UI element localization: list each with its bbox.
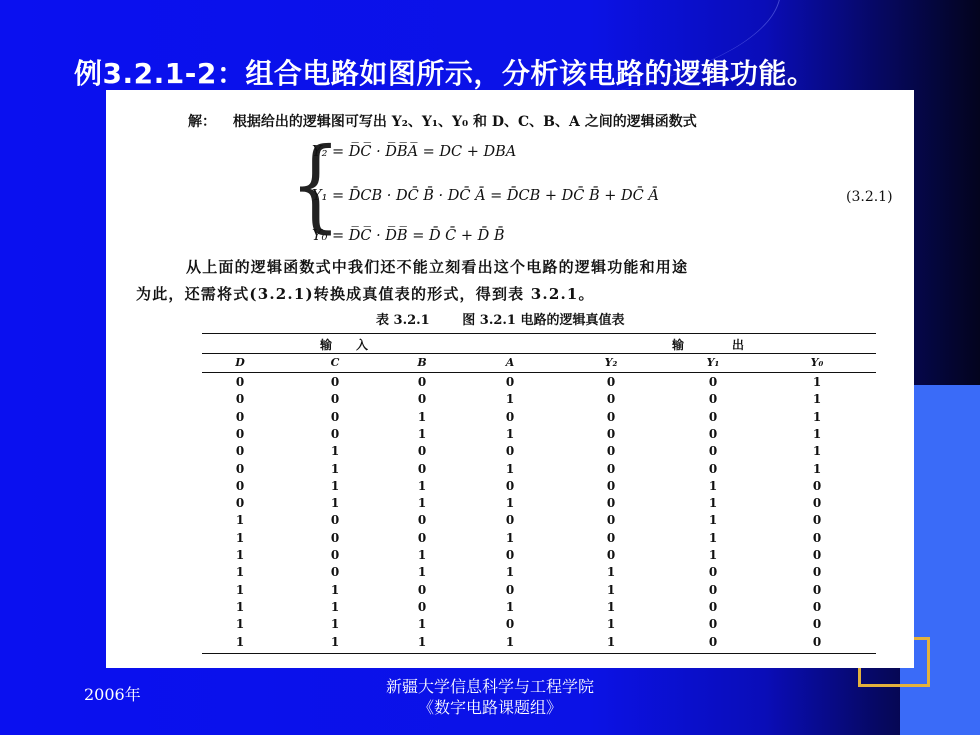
col-header-y2: Y₂ xyxy=(604,356,618,369)
table-cell: 1 xyxy=(812,375,822,389)
table-cell: 0 xyxy=(505,375,515,389)
table-cell: 1 xyxy=(417,634,427,649)
table-cell: 1 xyxy=(505,530,515,545)
table-cell: 1 xyxy=(708,478,718,493)
table-cell: 0 xyxy=(708,375,718,389)
table-cell: 1 xyxy=(708,513,718,528)
table-cell: 0 xyxy=(330,548,340,562)
table-cell: 1 xyxy=(708,548,718,562)
footer-year: 2006年 xyxy=(84,685,141,704)
table-cell: 1 xyxy=(417,565,427,580)
col-header-b: B xyxy=(417,356,427,369)
table-cell: 0 xyxy=(235,444,245,459)
table-cell: 1 xyxy=(606,599,616,614)
table-cell: 0 xyxy=(417,599,427,614)
table-cell: 0 xyxy=(235,461,245,476)
table-cell: 0 xyxy=(708,392,718,407)
table-cell: 1 xyxy=(235,599,245,614)
table-cell: 1 xyxy=(235,530,245,545)
col-header-c: C xyxy=(330,356,340,369)
table-cell: 1 xyxy=(708,496,718,511)
table-row xyxy=(202,462,876,479)
table-cell: 0 xyxy=(606,392,616,407)
equation-y1: Y₁ = D̄CB · DC̄ B̄ · DC̄ Ā = D̄CB + DC̄ B̄ + DC̄ Ā xyxy=(312,188,659,204)
table-cell: 0 xyxy=(812,548,822,562)
table-row xyxy=(202,583,876,600)
solution-intro xyxy=(188,111,697,131)
table-cell: 1 xyxy=(417,478,427,493)
table-cell: 1 xyxy=(812,444,822,459)
table-cell: 0 xyxy=(812,617,822,632)
table-cell: 1 xyxy=(235,565,245,580)
table-cell: 0 xyxy=(812,565,822,580)
equation-number: (3.2.1) xyxy=(846,189,893,205)
table-cell: 0 xyxy=(505,478,515,493)
table-cell: 0 xyxy=(812,599,822,614)
table-cell: 0 xyxy=(235,392,245,407)
equation-y0: Y₀ = D̅C̅ · D̅B̅ = D̄ C̄ + D̄ B̄ xyxy=(312,228,505,244)
footer-institution xyxy=(340,676,640,718)
table-cell: 0 xyxy=(708,565,718,580)
table-cell: 0 xyxy=(812,496,822,511)
table-cell: 1 xyxy=(330,478,340,493)
table-cell: 1 xyxy=(606,565,616,580)
scanned-textbook-page xyxy=(106,90,914,668)
paragraph-line-2: 为此，还需将式(3.2.1)转换成真值表的形式，得到表 3.2.1。 xyxy=(136,285,595,303)
table-cell: 1 xyxy=(505,426,515,441)
table-cell: 0 xyxy=(708,634,718,649)
table-cell: 0 xyxy=(812,513,822,528)
table-cell: 1 xyxy=(235,513,245,528)
table-cell: 1 xyxy=(417,409,427,424)
table-row xyxy=(202,513,876,530)
table-cell: 0 xyxy=(606,461,616,476)
table-cell: 0 xyxy=(330,375,340,389)
table-row xyxy=(202,635,876,652)
table-cell: 1 xyxy=(330,444,340,459)
table-header-rule xyxy=(202,372,876,373)
table-cell: 0 xyxy=(505,582,515,597)
table-cell: 0 xyxy=(417,461,427,476)
table-cell: 0 xyxy=(708,599,718,614)
table-cell: 0 xyxy=(606,426,616,441)
table-row xyxy=(202,565,876,582)
table-cell: 1 xyxy=(417,426,427,441)
table-cell: 0 xyxy=(330,513,340,528)
col-header-y1: Y₁ xyxy=(706,356,720,369)
table-cell: 1 xyxy=(235,548,245,562)
table-cell: 0 xyxy=(505,444,515,459)
table-cell: 1 xyxy=(330,617,340,632)
table-cell: 0 xyxy=(235,496,245,511)
table-cell: 1 xyxy=(812,461,822,476)
col-header-y0: Y₀ xyxy=(810,356,824,369)
table-cell: 0 xyxy=(505,617,515,632)
table-row xyxy=(202,444,876,461)
table-cell: 1 xyxy=(235,582,245,597)
table-caption-label: 表 3.2.1 xyxy=(376,313,430,328)
table-cell: 0 xyxy=(606,530,616,545)
table-row xyxy=(202,410,876,427)
table-cell: 1 xyxy=(235,617,245,632)
table-cell: 0 xyxy=(505,513,515,528)
table-cell: 0 xyxy=(330,565,340,580)
footer-group-name: 《数字电路课题组》 xyxy=(417,698,562,717)
footer-institution-name: 新疆大学信息科学与工程学院 xyxy=(385,677,594,696)
table-cell: 0 xyxy=(235,375,245,389)
table-cell: 0 xyxy=(505,409,515,424)
table-row xyxy=(202,617,876,634)
table-cell: 1 xyxy=(505,599,515,614)
table-cell: 1 xyxy=(606,617,616,632)
table-cell: 0 xyxy=(606,409,616,424)
table-cell: 1 xyxy=(330,582,340,597)
table-row xyxy=(202,548,876,565)
table-row xyxy=(202,427,876,444)
table-cell: 0 xyxy=(417,375,427,389)
table-group-rule xyxy=(202,353,876,354)
table-cell: 1 xyxy=(505,461,515,476)
table-row xyxy=(202,392,876,409)
table-cell: 0 xyxy=(812,634,822,649)
table-caption-text: 图 3.2.1 电路的逻辑真值表 xyxy=(462,313,625,328)
table-cell: 0 xyxy=(235,409,245,424)
solution-label: 解： xyxy=(188,114,216,130)
table-row xyxy=(202,496,876,513)
table-cell: 0 xyxy=(606,444,616,459)
table-cell: 1 xyxy=(330,599,340,614)
table-cell: 0 xyxy=(417,513,427,528)
table-cell: 1 xyxy=(505,634,515,649)
table-cell: 0 xyxy=(708,617,718,632)
table-cell: 0 xyxy=(235,426,245,441)
table-cell: 0 xyxy=(330,426,340,441)
equation-y2: Y₂ = D̅C̅ · D̅B̅A̅ = DC + DBA xyxy=(312,144,517,160)
paragraph-line-1: 从上面的逻辑函数式中我们还不能立刻看出这个电路的逻辑功能和用途 xyxy=(186,258,689,276)
table-cell: 0 xyxy=(330,530,340,545)
table-cell: 0 xyxy=(606,513,616,528)
slide-title: 例3.2.1-2：组合电路如图所示，分析该电路的逻辑功能。 xyxy=(74,57,816,90)
table-cell: 1 xyxy=(606,582,616,597)
table-cell: 1 xyxy=(812,426,822,441)
table-cell: 1 xyxy=(235,634,245,649)
table-row xyxy=(202,600,876,617)
table-cell: 0 xyxy=(606,548,616,562)
table-cell: 1 xyxy=(812,409,822,424)
table-cell: 1 xyxy=(417,617,427,632)
solution-intro-text: 根据给出的逻辑图可写出 Y₂、Y₁、Y₀ 和 D、C、B、A 之间的逻辑函数式 xyxy=(232,114,697,130)
table-bottom-rule xyxy=(202,653,876,654)
table-cell: 1 xyxy=(606,634,616,649)
table-cell: 1 xyxy=(417,496,427,511)
table-cell: 0 xyxy=(708,409,718,424)
table-cell: 0 xyxy=(417,530,427,545)
table-cell: 0 xyxy=(812,530,822,545)
table-cell: 1 xyxy=(505,392,515,407)
table-cell: 1 xyxy=(708,530,718,545)
table-cell: 0 xyxy=(330,409,340,424)
table-cell: 1 xyxy=(417,548,427,562)
table-cell: 0 xyxy=(708,461,718,476)
table-cell: 0 xyxy=(606,496,616,511)
table-top-rule xyxy=(202,333,876,334)
table-cell: 0 xyxy=(812,478,822,493)
output-group-header: 输 出 xyxy=(672,338,745,352)
table-cell: 0 xyxy=(417,444,427,459)
table-cell: 0 xyxy=(812,582,822,597)
table-cell: 1 xyxy=(330,634,340,649)
table-cell: 0 xyxy=(330,392,340,407)
table-cell: 0 xyxy=(417,582,427,597)
table-cell: 1 xyxy=(812,392,822,407)
table-cell: 0 xyxy=(235,478,245,493)
table-cell: 0 xyxy=(606,478,616,493)
table-row xyxy=(202,375,876,392)
table-row xyxy=(202,479,876,496)
table-cell: 1 xyxy=(330,461,340,476)
table-cell: 1 xyxy=(505,565,515,580)
equation-brace: { xyxy=(290,126,341,243)
table-cell: 1 xyxy=(330,496,340,511)
table-caption xyxy=(376,309,653,328)
input-group-header: 输 入 xyxy=(320,338,369,352)
table-cell: 0 xyxy=(708,426,718,441)
table-cell: 0 xyxy=(505,548,515,562)
col-header-a: A xyxy=(505,356,515,369)
table-cell: 0 xyxy=(606,375,616,389)
table-cell: 0 xyxy=(417,392,427,407)
table-cell: 1 xyxy=(505,496,515,511)
table-row xyxy=(202,531,876,548)
table-cell: 0 xyxy=(708,444,718,459)
table-cell: 0 xyxy=(708,582,718,597)
col-header-d: D xyxy=(235,356,245,369)
